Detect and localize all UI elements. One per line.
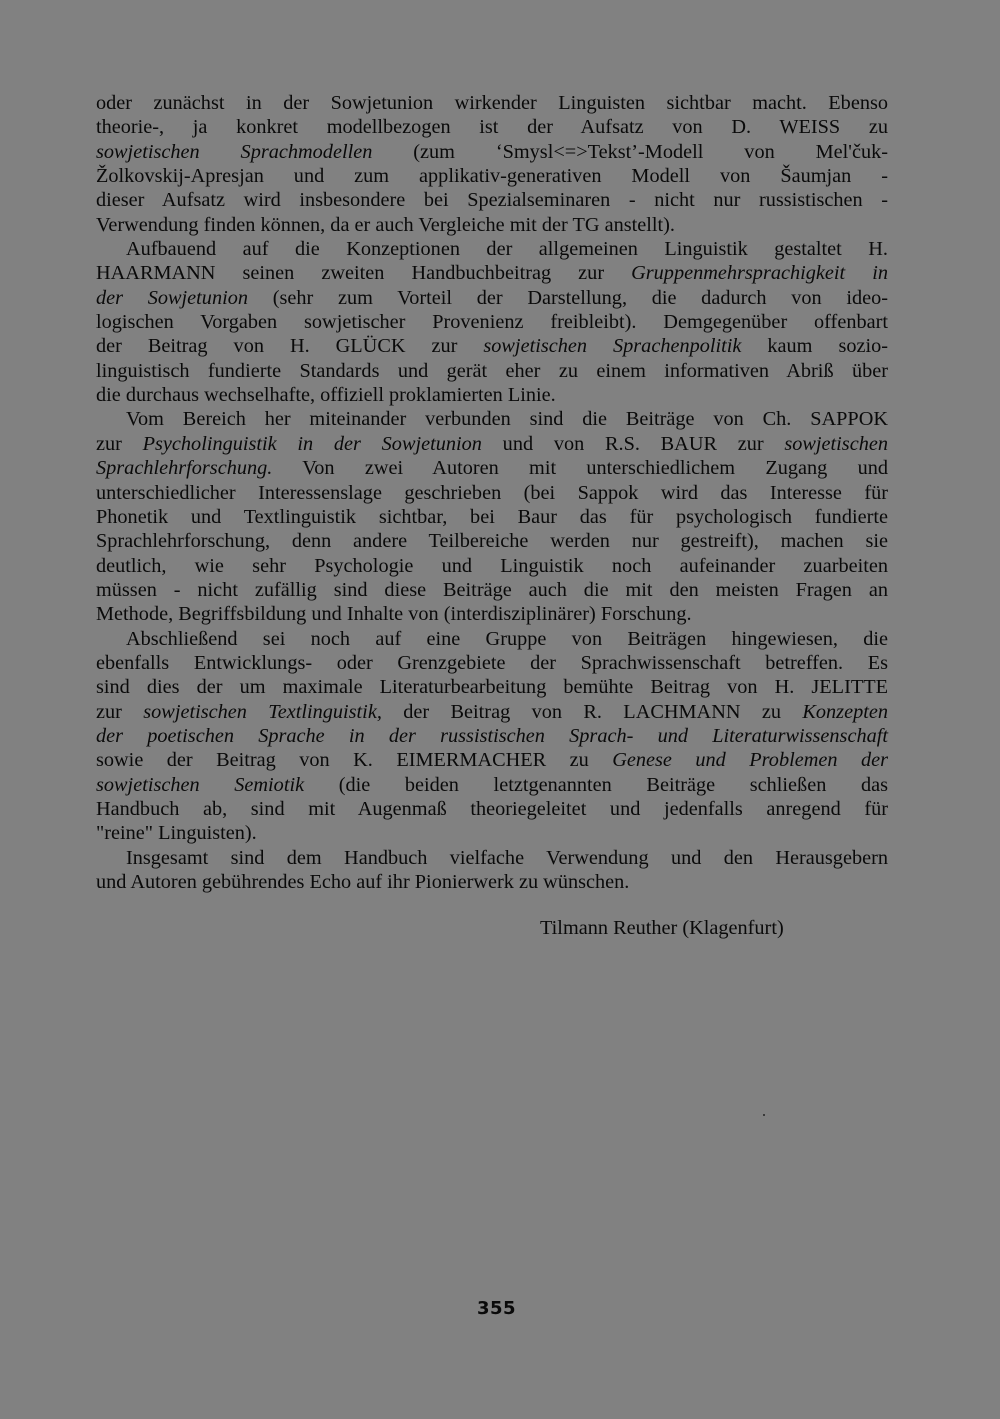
italic-title: Konzepten bbox=[802, 700, 888, 723]
text-run: ebenfalls Entwicklungs- oder Grenzgebiete der Sprachwissenschaft betreffen. Es bbox=[96, 651, 888, 674]
italic-title: Sprachlehrforschung. bbox=[96, 457, 273, 480]
text-run: Abschließend sei noch auf eine Gruppe von Beiträgen hingewiesen, die bbox=[126, 627, 888, 650]
text-line bbox=[96, 261, 888, 285]
text-run: theorie-, ja konkret modellbezogen ist der Aufsatz von D. WEISS zu bbox=[96, 116, 888, 139]
text-line bbox=[96, 870, 888, 894]
italic-title: Psycholinguistik in der Sowjetunion bbox=[142, 432, 482, 455]
paragraph bbox=[96, 846, 888, 895]
text-run: Aufbauend auf die Konzeptionen der allgemeinen Linguistik gestaltet H. bbox=[126, 238, 888, 261]
italic-title: der Sowjetunion bbox=[96, 286, 249, 309]
italic-title: Gruppenmehrsprachigkeit in bbox=[631, 262, 888, 285]
text-run: sowie der Beitrag von K. EIMERMACHER zu bbox=[96, 749, 613, 772]
text-run: sind dies der um maximale Literaturbearbeitung bemühte Beitrag von H. JELITTE bbox=[96, 676, 888, 699]
text-run: Von zwei Autoren mit unterschiedlichem Zugang und bbox=[272, 457, 888, 480]
text-line bbox=[96, 821, 888, 845]
text-line bbox=[96, 359, 888, 383]
text-run: logischen Vorgaben sowjetischer Provenienz freibleibt). Demgegenüber offenbart bbox=[96, 311, 888, 334]
text-line bbox=[96, 213, 888, 237]
text-run: Sprachlehrforschung, denn andere Teilbereiche werden nur gestreift), machen sie bbox=[96, 530, 888, 553]
text-run: dieser Aufsatz wird insbesondere bei Spezialseminaren - nicht nur russistischen - bbox=[96, 189, 888, 212]
text-run: Žolkovskij-Apresjan und zum applikativ-generativen Modell von Šaumjan - bbox=[96, 165, 888, 188]
text-line bbox=[96, 334, 888, 358]
italic-title: sowjetischen Textlinguistik, bbox=[143, 700, 382, 723]
text-line bbox=[96, 675, 888, 699]
text-line bbox=[96, 91, 888, 115]
text-line bbox=[96, 237, 888, 261]
text-run: und Autoren gebührendes Echo auf ihr Pionierwerk zu wünschen. bbox=[96, 871, 630, 893]
text-run: Methode, Begriffsbildung und Inhalte von (interdisziplinärer) Forschung. bbox=[96, 603, 692, 626]
text-run: Handbuch ab, sind mit Augenmaß theoriegeleitet und jedenfalls anregend für bbox=[96, 797, 888, 820]
text-line bbox=[96, 432, 888, 456]
italic-title: sowjetischen Sprachenpolitik bbox=[483, 335, 742, 358]
text-line bbox=[96, 140, 888, 164]
text-run: Phonetik und Textlinguistik sichtbar, bei Baur das für psychologisch fundierte bbox=[96, 505, 888, 528]
text-line bbox=[96, 773, 888, 797]
text-run: unterschiedlicher Interessenslage geschrieben (bei Sappok wird das Interesse für bbox=[96, 481, 888, 504]
italic-title: der poetischen Sprache in der russistischen Sprach- und Literaturwissenschaft bbox=[96, 724, 888, 747]
text-run: linguistisch fundierte Standards und gerät eher zu einem informativen Abriß über bbox=[96, 359, 888, 382]
text-line bbox=[96, 115, 888, 139]
text-run: "reine" Linguisten). bbox=[96, 822, 257, 845]
paragraph bbox=[96, 237, 888, 407]
text-line bbox=[96, 627, 888, 651]
scan-speck bbox=[763, 1114, 765, 1116]
text-run: HAARMANN seinen zweiten Handbuchbeitrag zur bbox=[96, 262, 632, 285]
text-line bbox=[96, 797, 888, 821]
text-line bbox=[96, 383, 888, 407]
text-run: (sehr zum Vorteil der Darstellung, die dadurch von ideo- bbox=[248, 286, 888, 309]
review-body-text bbox=[96, 91, 888, 894]
text-line bbox=[96, 188, 888, 212]
text-line bbox=[96, 456, 888, 480]
text-run: Vom Bereich her miteinander verbunden sind die Beiträge von Ch. SAPPOK bbox=[126, 408, 888, 431]
text-run: und von R.S. BAUR zur bbox=[481, 432, 785, 455]
text-run: der Beitrag von H. GLÜCK zur bbox=[96, 335, 484, 358]
paragraph bbox=[96, 627, 888, 846]
text-line bbox=[96, 554, 888, 578]
text-run: deutlich, wie sehr Psychologie und Linguistik noch aufeinander zuarbeiten bbox=[96, 554, 888, 577]
text-run: Verwendung finden können, da er auch Vergleiche mit der TG anstellt). bbox=[96, 213, 675, 236]
text-line bbox=[96, 310, 888, 334]
text-run: oder zunächst in der Sowjetunion wirkender Linguisten sichtbar macht. Ebenso bbox=[96, 92, 888, 114]
text-line bbox=[96, 748, 888, 772]
italic-title: sowjetischen Semiotik bbox=[96, 773, 305, 796]
paragraph bbox=[96, 407, 888, 626]
text-run: kaum sozio- bbox=[741, 335, 889, 358]
author-signature: Tilmann Reuther (Klagenfurt) bbox=[540, 917, 784, 939]
text-line bbox=[96, 505, 888, 529]
text-run: (die beiden letztgenannten Beiträge schließen das bbox=[304, 773, 888, 796]
text-line bbox=[96, 651, 888, 675]
text-line bbox=[96, 407, 888, 431]
text-line bbox=[96, 700, 888, 724]
text-line bbox=[96, 602, 888, 626]
page-number: 355 bbox=[477, 1298, 517, 1319]
text-line bbox=[96, 529, 888, 553]
italic-title: sowjetischen Sprachmodellen bbox=[96, 140, 373, 163]
text-run: müssen - nicht zufällig sind diese Beiträge auch die mit den meisten Fragen an bbox=[96, 578, 888, 601]
text-line bbox=[96, 578, 888, 602]
text-line bbox=[96, 286, 888, 310]
text-line bbox=[96, 481, 888, 505]
italic-title: Genese und Problemen der bbox=[612, 749, 888, 772]
text-run: Insgesamt sind dem Handbuch vielfache Verwendung und den Herausgebern bbox=[126, 846, 888, 869]
text-line bbox=[96, 164, 888, 188]
text-run: (zum ‘Smysl<=>Tekst’-Modell von Mel'čuk- bbox=[372, 140, 888, 163]
text-line bbox=[96, 724, 888, 748]
paragraph bbox=[96, 91, 888, 237]
text-run: der Beitrag von R. LACHMANN zu bbox=[381, 700, 803, 723]
text-run: die durchaus wechselhafte, offiziell proklamierten Linie. bbox=[96, 384, 556, 407]
text-run: zur bbox=[96, 700, 144, 723]
text-line bbox=[96, 846, 888, 870]
text-run: zur bbox=[96, 432, 143, 455]
italic-title: sowjetischen bbox=[784, 432, 888, 455]
